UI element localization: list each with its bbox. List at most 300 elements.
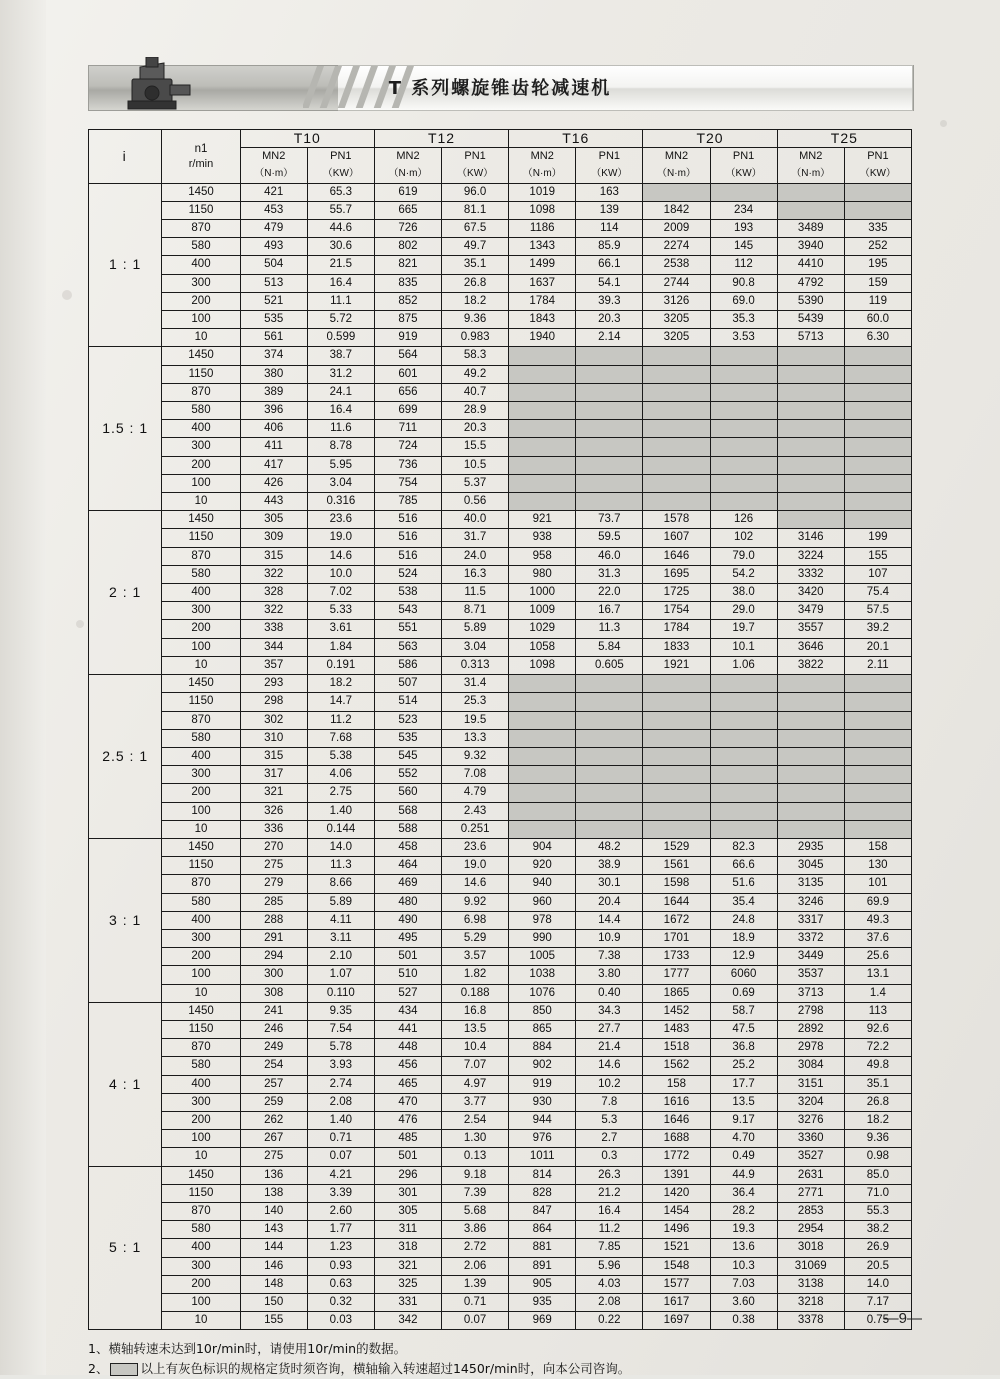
value-cell [643, 420, 710, 438]
value-cell: 10.4 [442, 1039, 509, 1057]
value-cell: 921 [509, 511, 576, 529]
value-cell: 516 [374, 547, 441, 565]
value-cell: 31.3 [576, 565, 643, 583]
speed-cell: 870 [162, 1039, 240, 1057]
value-cell [509, 474, 576, 492]
value-cell: 2.08 [576, 1294, 643, 1312]
speed-cell: 400 [162, 1075, 240, 1093]
value-cell: 958 [509, 547, 576, 565]
value-cell: 458 [374, 838, 441, 856]
table-row [89, 893, 912, 911]
value-cell: 51.6 [710, 875, 777, 893]
value-cell: 311 [374, 1221, 441, 1239]
value-cell: 155 [844, 547, 911, 565]
value-cell: 119 [844, 292, 911, 310]
value-cell: 11.3 [576, 620, 643, 638]
value-cell [844, 438, 911, 456]
value-cell: 1098 [509, 201, 576, 219]
table-row [89, 220, 912, 238]
value-cell: 8.66 [307, 875, 374, 893]
value-cell: 146 [240, 1257, 307, 1275]
value-cell: 26.3 [576, 1166, 643, 1184]
speed-cell: 300 [162, 1257, 240, 1275]
value-cell: 0.316 [307, 493, 374, 511]
value-cell [509, 784, 576, 802]
value-cell: 199 [844, 529, 911, 547]
value-cell: 656 [374, 383, 441, 401]
value-cell: 527 [374, 984, 441, 1002]
value-cell [777, 183, 844, 201]
value-cell [509, 493, 576, 511]
value-cell: 814 [509, 1166, 576, 1184]
table-row [89, 565, 912, 583]
value-cell: 0.07 [307, 1148, 374, 1166]
value-cell: 1701 [643, 929, 710, 947]
table-row [89, 493, 912, 511]
value-cell: 16.7 [576, 602, 643, 620]
value-cell: 81.1 [442, 201, 509, 219]
value-cell: 39.3 [576, 292, 643, 310]
value-cell: 785 [374, 493, 441, 511]
value-cell: 3.53 [710, 329, 777, 347]
value-cell: 902 [509, 1057, 576, 1075]
value-cell: 1644 [643, 893, 710, 911]
value-cell [777, 675, 844, 693]
ratio-cell: 2.5 : 1 [89, 675, 162, 839]
speed-cell: 10 [162, 1312, 240, 1330]
value-cell: 5.89 [307, 893, 374, 911]
value-cell: 5.96 [576, 1257, 643, 1275]
value-cell: 40.0 [442, 511, 509, 529]
value-cell [710, 438, 777, 456]
value-cell: 11.5 [442, 584, 509, 602]
table-row [89, 1148, 912, 1166]
value-cell: 1.84 [307, 638, 374, 656]
value-cell [777, 784, 844, 802]
value-cell [844, 766, 911, 784]
value-cell [576, 747, 643, 765]
value-cell: 3557 [777, 620, 844, 638]
value-cell: 586 [374, 656, 441, 674]
speed-cell: 400 [162, 747, 240, 765]
value-cell [576, 766, 643, 784]
value-cell [509, 347, 576, 365]
value-cell: 241 [240, 1002, 307, 1020]
speed-cell: 300 [162, 602, 240, 620]
value-cell: 18.9 [710, 929, 777, 947]
value-cell: 259 [240, 1093, 307, 1111]
value-cell: 406 [240, 420, 307, 438]
value-cell: 411 [240, 438, 307, 456]
value-cell [509, 693, 576, 711]
value-cell: 521 [240, 292, 307, 310]
value-cell [710, 766, 777, 784]
table-row [89, 438, 912, 456]
value-cell: 28.9 [442, 402, 509, 420]
value-cell: 195 [844, 256, 911, 274]
value-cell: 19.5 [442, 711, 509, 729]
value-cell: 336 [240, 820, 307, 838]
value-cell: 72.2 [844, 1039, 911, 1057]
value-cell [844, 711, 911, 729]
value-cell: 16.4 [307, 274, 374, 292]
value-cell: 1921 [643, 656, 710, 674]
value-cell: 2954 [777, 1221, 844, 1239]
value-cell [844, 747, 911, 765]
value-cell: 2.43 [442, 802, 509, 820]
value-cell: 1.4 [844, 984, 911, 1002]
value-cell: 49.3 [844, 911, 911, 929]
table-row [89, 602, 912, 620]
value-cell: 38.9 [576, 857, 643, 875]
value-cell: 990 [509, 929, 576, 947]
value-cell: 7.02 [307, 584, 374, 602]
value-cell: 318 [374, 1239, 441, 1257]
speed-cell: 200 [162, 456, 240, 474]
value-cell: 10.3 [710, 1257, 777, 1275]
value-cell: 3372 [777, 929, 844, 947]
value-cell: 524 [374, 565, 441, 583]
value-cell: 67.5 [442, 220, 509, 238]
speed-cell: 580 [162, 729, 240, 747]
value-cell: 3646 [777, 638, 844, 656]
value-cell: 20.5 [844, 1257, 911, 1275]
value-cell: 2009 [643, 220, 710, 238]
value-cell: 19.0 [307, 529, 374, 547]
value-cell: 535 [240, 311, 307, 329]
value-cell: 441 [374, 1020, 441, 1038]
value-cell: 0.983 [442, 329, 509, 347]
value-cell: 252 [844, 238, 911, 256]
value-cell: 1754 [643, 602, 710, 620]
value-cell: 2631 [777, 1166, 844, 1184]
table-header [89, 130, 912, 184]
value-cell: 9.17 [710, 1111, 777, 1129]
value-cell: 57.5 [844, 602, 911, 620]
value-cell: 619 [374, 183, 441, 201]
value-cell: 665 [374, 201, 441, 219]
header-model-t12: T12 [374, 130, 508, 148]
header-t16-mn2: MN2 （N·m） [509, 148, 576, 183]
value-cell: 0.22 [576, 1312, 643, 1330]
table-row [89, 1202, 912, 1220]
table-row [89, 747, 912, 765]
value-cell: 3489 [777, 220, 844, 238]
value-cell: 246 [240, 1020, 307, 1038]
value-cell [576, 438, 643, 456]
value-cell [777, 820, 844, 838]
table-row [89, 402, 912, 420]
value-cell: 18.2 [844, 1111, 911, 1129]
speed-cell: 100 [162, 966, 240, 984]
value-cell [576, 456, 643, 474]
value-cell: 20.3 [576, 311, 643, 329]
table-row [89, 838, 912, 856]
value-cell [777, 511, 844, 529]
value-cell: 1578 [643, 511, 710, 529]
value-cell: 7.08 [442, 766, 509, 784]
speed-cell: 870 [162, 1202, 240, 1220]
value-cell: 23.6 [442, 838, 509, 856]
value-cell: 2.75 [307, 784, 374, 802]
value-cell: 4792 [777, 274, 844, 292]
value-cell: 308 [240, 984, 307, 1002]
header-model-t25: T25 [777, 130, 911, 148]
value-cell: 321 [240, 784, 307, 802]
footnote-2 [88, 1359, 912, 1379]
table-body [89, 183, 912, 1330]
value-cell: 18.2 [442, 292, 509, 310]
speed-cell: 200 [162, 784, 240, 802]
value-cell: 5.33 [307, 602, 374, 620]
value-cell: 1865 [643, 984, 710, 1002]
value-cell: 55.7 [307, 201, 374, 219]
speed-cell: 10 [162, 1148, 240, 1166]
value-cell: 2.74 [307, 1075, 374, 1093]
value-cell [509, 402, 576, 420]
value-cell: 315 [240, 747, 307, 765]
value-cell: 114 [576, 220, 643, 238]
value-cell: 102 [710, 529, 777, 547]
value-cell: 3.04 [442, 638, 509, 656]
value-cell: 36.8 [710, 1039, 777, 1057]
value-cell [844, 347, 911, 365]
value-cell: 1011 [509, 1148, 576, 1166]
value-cell: 516 [374, 511, 441, 529]
speed-cell: 1450 [162, 511, 240, 529]
value-cell: 279 [240, 875, 307, 893]
table-row [89, 820, 912, 838]
table-row [89, 911, 912, 929]
speed-cell: 10 [162, 820, 240, 838]
value-cell: 1005 [509, 948, 576, 966]
value-cell: 130 [844, 857, 911, 875]
value-cell: 126 [710, 511, 777, 529]
value-cell: 1833 [643, 638, 710, 656]
value-cell [643, 784, 710, 802]
value-cell: 11.6 [307, 420, 374, 438]
value-cell: 3378 [777, 1312, 844, 1330]
value-cell [710, 747, 777, 765]
value-cell: 14.6 [576, 1057, 643, 1075]
ratio-cell: 1.5 : 1 [89, 347, 162, 511]
value-cell [643, 183, 710, 201]
value-cell: 0.69 [710, 984, 777, 1002]
value-cell: 828 [509, 1184, 576, 1202]
value-cell: 31.4 [442, 675, 509, 693]
value-cell: 7.38 [576, 948, 643, 966]
value-cell: 82.3 [710, 838, 777, 856]
value-cell: 18.2 [307, 675, 374, 693]
value-cell: 60.0 [844, 311, 911, 329]
value-cell: 3332 [777, 565, 844, 583]
speed-cell: 1450 [162, 183, 240, 201]
value-cell [643, 820, 710, 838]
value-cell [777, 201, 844, 219]
value-cell: 976 [509, 1130, 576, 1148]
value-cell: 905 [509, 1275, 576, 1293]
value-cell: 1637 [509, 274, 576, 292]
value-cell: 325 [374, 1275, 441, 1293]
value-cell: 158 [643, 1075, 710, 1093]
value-cell [710, 729, 777, 747]
value-cell: 1688 [643, 1130, 710, 1148]
value-cell [710, 820, 777, 838]
value-cell: 1391 [643, 1166, 710, 1184]
table-row [89, 329, 912, 347]
table-row [89, 929, 912, 947]
header-t20-mn2: MN2 （N·m） [643, 148, 710, 183]
value-cell: 293 [240, 675, 307, 693]
value-cell: 300 [240, 966, 307, 984]
value-cell: 322 [240, 565, 307, 583]
value-cell: 523 [374, 711, 441, 729]
header-n1 [162, 130, 240, 184]
table-row [89, 1312, 912, 1330]
value-cell: 3.77 [442, 1093, 509, 1111]
value-cell: 448 [374, 1039, 441, 1057]
value-cell [509, 711, 576, 729]
value-cell [777, 383, 844, 401]
table-row [89, 1221, 912, 1239]
value-cell [777, 474, 844, 492]
speed-cell: 300 [162, 766, 240, 784]
value-cell: 0.144 [307, 820, 374, 838]
value-cell: 8.71 [442, 602, 509, 620]
speed-cell: 1450 [162, 675, 240, 693]
value-cell: 1784 [509, 292, 576, 310]
value-cell [643, 729, 710, 747]
speed-cell: 400 [162, 420, 240, 438]
value-cell [576, 802, 643, 820]
table-row [89, 1130, 912, 1148]
value-cell: 19.0 [442, 857, 509, 875]
value-cell: 835 [374, 274, 441, 292]
value-cell: 31.7 [442, 529, 509, 547]
value-cell: 1038 [509, 966, 576, 984]
value-cell: 10.2 [576, 1075, 643, 1093]
speed-cell: 1450 [162, 1002, 240, 1020]
value-cell [710, 383, 777, 401]
value-cell: 90.8 [710, 274, 777, 292]
value-cell: 249 [240, 1039, 307, 1057]
speed-cell: 580 [162, 1057, 240, 1075]
value-cell: 0.605 [576, 656, 643, 674]
value-cell: 14.6 [307, 547, 374, 565]
value-cell: 4.97 [442, 1075, 509, 1093]
value-cell: 139 [576, 201, 643, 219]
value-cell: 1518 [643, 1039, 710, 1057]
value-cell: 1499 [509, 256, 576, 274]
value-cell [710, 693, 777, 711]
value-cell: 1646 [643, 547, 710, 565]
speed-cell: 1150 [162, 1020, 240, 1038]
value-cell: 193 [710, 220, 777, 238]
value-cell: 35.3 [710, 311, 777, 329]
value-cell [710, 183, 777, 201]
value-cell: 294 [240, 948, 307, 966]
value-cell: 96.0 [442, 183, 509, 201]
value-cell: 148 [240, 1275, 307, 1293]
value-cell: 14.0 [844, 1275, 911, 1293]
value-cell: 159 [844, 274, 911, 292]
value-cell: 3126 [643, 292, 710, 310]
table-row [89, 984, 912, 1002]
value-cell: 5390 [777, 292, 844, 310]
value-cell: 9.18 [442, 1166, 509, 1184]
value-cell: 564 [374, 347, 441, 365]
value-cell: 1842 [643, 201, 710, 219]
value-cell: 317 [240, 766, 307, 784]
value-cell: 13.6 [710, 1239, 777, 1257]
value-cell: 296 [374, 1166, 441, 1184]
speed-cell: 580 [162, 893, 240, 911]
value-cell: 275 [240, 1148, 307, 1166]
value-cell: 13.5 [710, 1093, 777, 1111]
value-cell: 328 [240, 584, 307, 602]
speed-cell: 300 [162, 274, 240, 292]
value-cell: 16.8 [442, 1002, 509, 1020]
value-cell: 4.11 [307, 911, 374, 929]
value-cell: 1483 [643, 1020, 710, 1038]
value-cell: 3449 [777, 948, 844, 966]
value-cell: 551 [374, 620, 441, 638]
table-row [89, 693, 912, 711]
value-cell: 4.06 [307, 766, 374, 784]
value-cell: 3420 [777, 584, 844, 602]
value-cell: 26.8 [442, 274, 509, 292]
value-cell [844, 493, 911, 511]
value-cell: 543 [374, 602, 441, 620]
speed-cell: 870 [162, 547, 240, 565]
value-cell: 7.39 [442, 1184, 509, 1202]
value-cell: 136 [240, 1166, 307, 1184]
value-cell: 8.78 [307, 438, 374, 456]
value-cell: 969 [509, 1312, 576, 1330]
value-cell: 3527 [777, 1148, 844, 1166]
value-cell: 0.599 [307, 329, 374, 347]
value-cell: 0.07 [442, 1312, 509, 1330]
value-cell [710, 493, 777, 511]
value-cell: 158 [844, 838, 911, 856]
value-cell: 0.251 [442, 820, 509, 838]
value-cell: 301 [374, 1184, 441, 1202]
speed-cell: 200 [162, 1275, 240, 1293]
value-cell: 10.0 [307, 565, 374, 583]
value-cell: 2.06 [442, 1257, 509, 1275]
speed-cell: 200 [162, 620, 240, 638]
value-cell: 342 [374, 1312, 441, 1330]
value-cell [710, 711, 777, 729]
value-cell: 1.23 [307, 1239, 374, 1257]
table-row [89, 292, 912, 310]
table-row [89, 1057, 912, 1075]
value-cell: 3.39 [307, 1184, 374, 1202]
value-cell: 476 [374, 1111, 441, 1129]
value-cell: 881 [509, 1239, 576, 1257]
value-cell: 26.8 [844, 1093, 911, 1111]
value-cell: 919 [374, 329, 441, 347]
value-cell: 2.11 [844, 656, 911, 674]
value-cell: 978 [509, 911, 576, 929]
value-cell: 1029 [509, 620, 576, 638]
value-cell: 34.3 [576, 1002, 643, 1020]
value-cell [643, 493, 710, 511]
value-cell: 11.3 [307, 857, 374, 875]
header-n1-unit: r/min [188, 158, 214, 171]
value-cell: 3135 [777, 875, 844, 893]
value-cell: 20.1 [844, 638, 911, 656]
